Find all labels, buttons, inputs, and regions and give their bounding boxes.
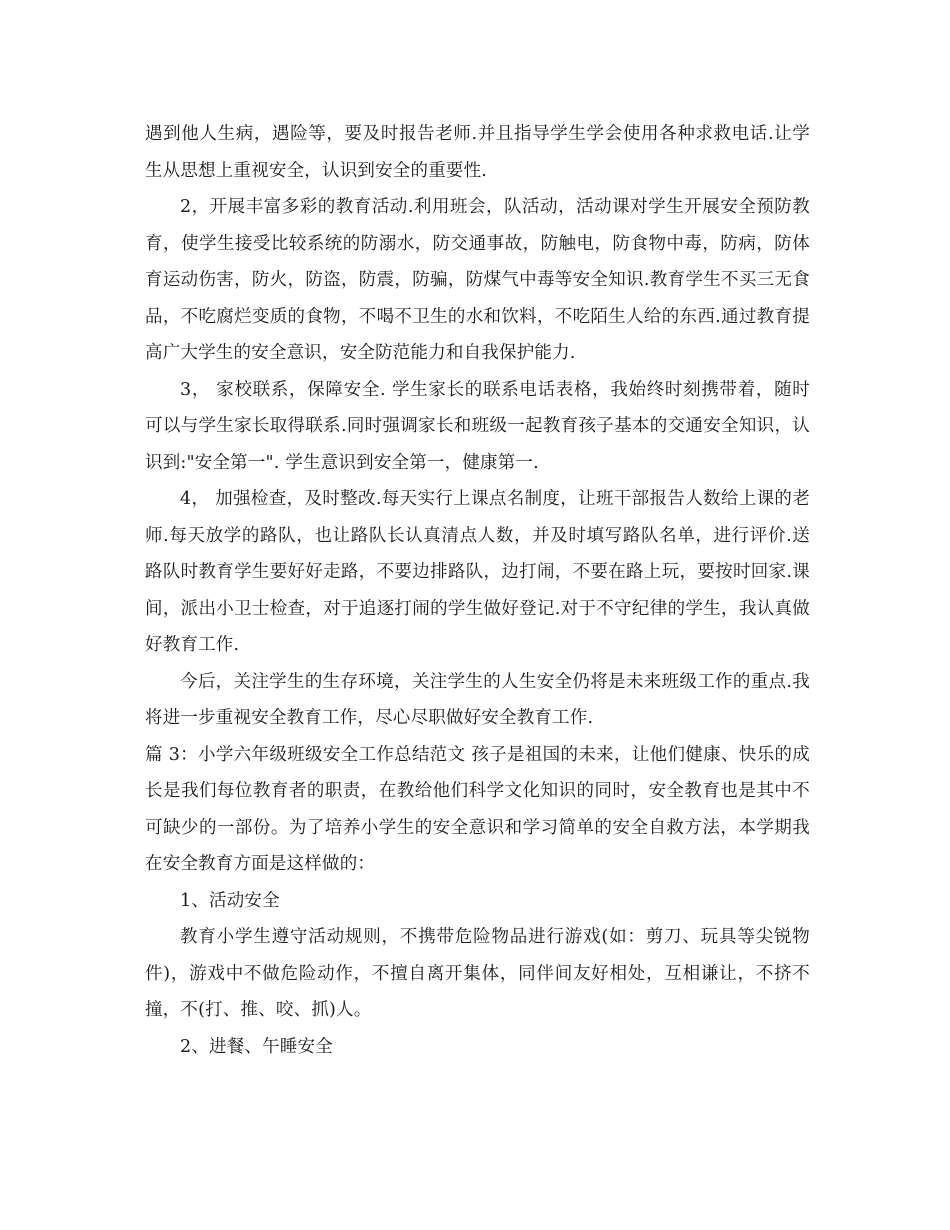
paragraph-item-2: 2，开展丰富多彩的教育活动.利用班会，队活动，活动课对学生开展安全预防教育，使学生接受比较系统的防溺水，防交通事故，防触电，防食物中毒，防病，防体育运动伤害，防火，防盗，防震，防骗，防煤气中毒等安全知识.教育学生不买三无食品，不吃腐烂变质的食物，不喝不卫生的水和饮料，不吃陌生人给的东西.通过教育提高广大学生的安全意识，安全防范能力和自我保护能力.	[145, 197, 810, 363]
paragraph-conclusion: 今后，关注学生的生存环境，关注学生的人生安全仍将是未来班级工作的重点.我将进一步重视安全教育工作，尽心尽职做好安全教育工作.	[145, 671, 810, 728]
document-body	[145, 116, 810, 1065]
paragraph-item-4: 4， 加强检查，及时整改.每天实行上课点名制度，让班干部报告人数给上课的老师.每天放学的路队，也让路队长认真清点人数，并及时填写路队名单，进行评价.送路队时教育学生要好好走路，不要边排路队，边打闹，不要在路上玩，要按时回家.课间，派出小卫士检查，对于追逐打闹的学生做好登记.对于不守纪律的学生，我认真做好教育工作.	[145, 489, 810, 655]
paragraph-item-3: 3， 家校联系，保障安全. 学生家长的联系电话表格，我始终时刻携带着，随时可以与学生家长取得联系.同时强调家长和班级一起教育孩子基本的交通安全知识，认识到:"安全第一". 学生意识到安全第一，健康第一.	[145, 379, 810, 473]
subheading-meal-nap-safety: 2、进餐、午睡安全	[180, 1036, 333, 1057]
paragraph-continuation: 遇到他人生病，遇险等，要及时报告老师.并且指导学生学会使用各种求救电话.让学生从思想上重视安全，认识到安全的重要性.	[145, 124, 810, 181]
section-3-intro: 篇 3：小学六年级班级安全工作总结范文 孩子是祖国的未来，让他们健康、快乐的成长是我们每位教育者的职责，在教给他们科学文化知识的同时，安全教育也是其中不可缺少的一部份。为了培养小学生的安全意识和学习简单的安全自救方法，本学期我在安全教育方面是这样做的：	[145, 744, 810, 874]
subheading-activity-safety: 1、活动安全	[180, 890, 280, 911]
paragraph-activity-rules: 教育小学生遵守活动规则，不携带危险物品进行游戏(如：剪刀、玩具等尖锐物件)，游戏中不做危险动作，不擅自离开集体，同伴间友好相处，互相谦让，不挤不撞，不(打、推、咬、抓)人。	[145, 927, 810, 1020]
